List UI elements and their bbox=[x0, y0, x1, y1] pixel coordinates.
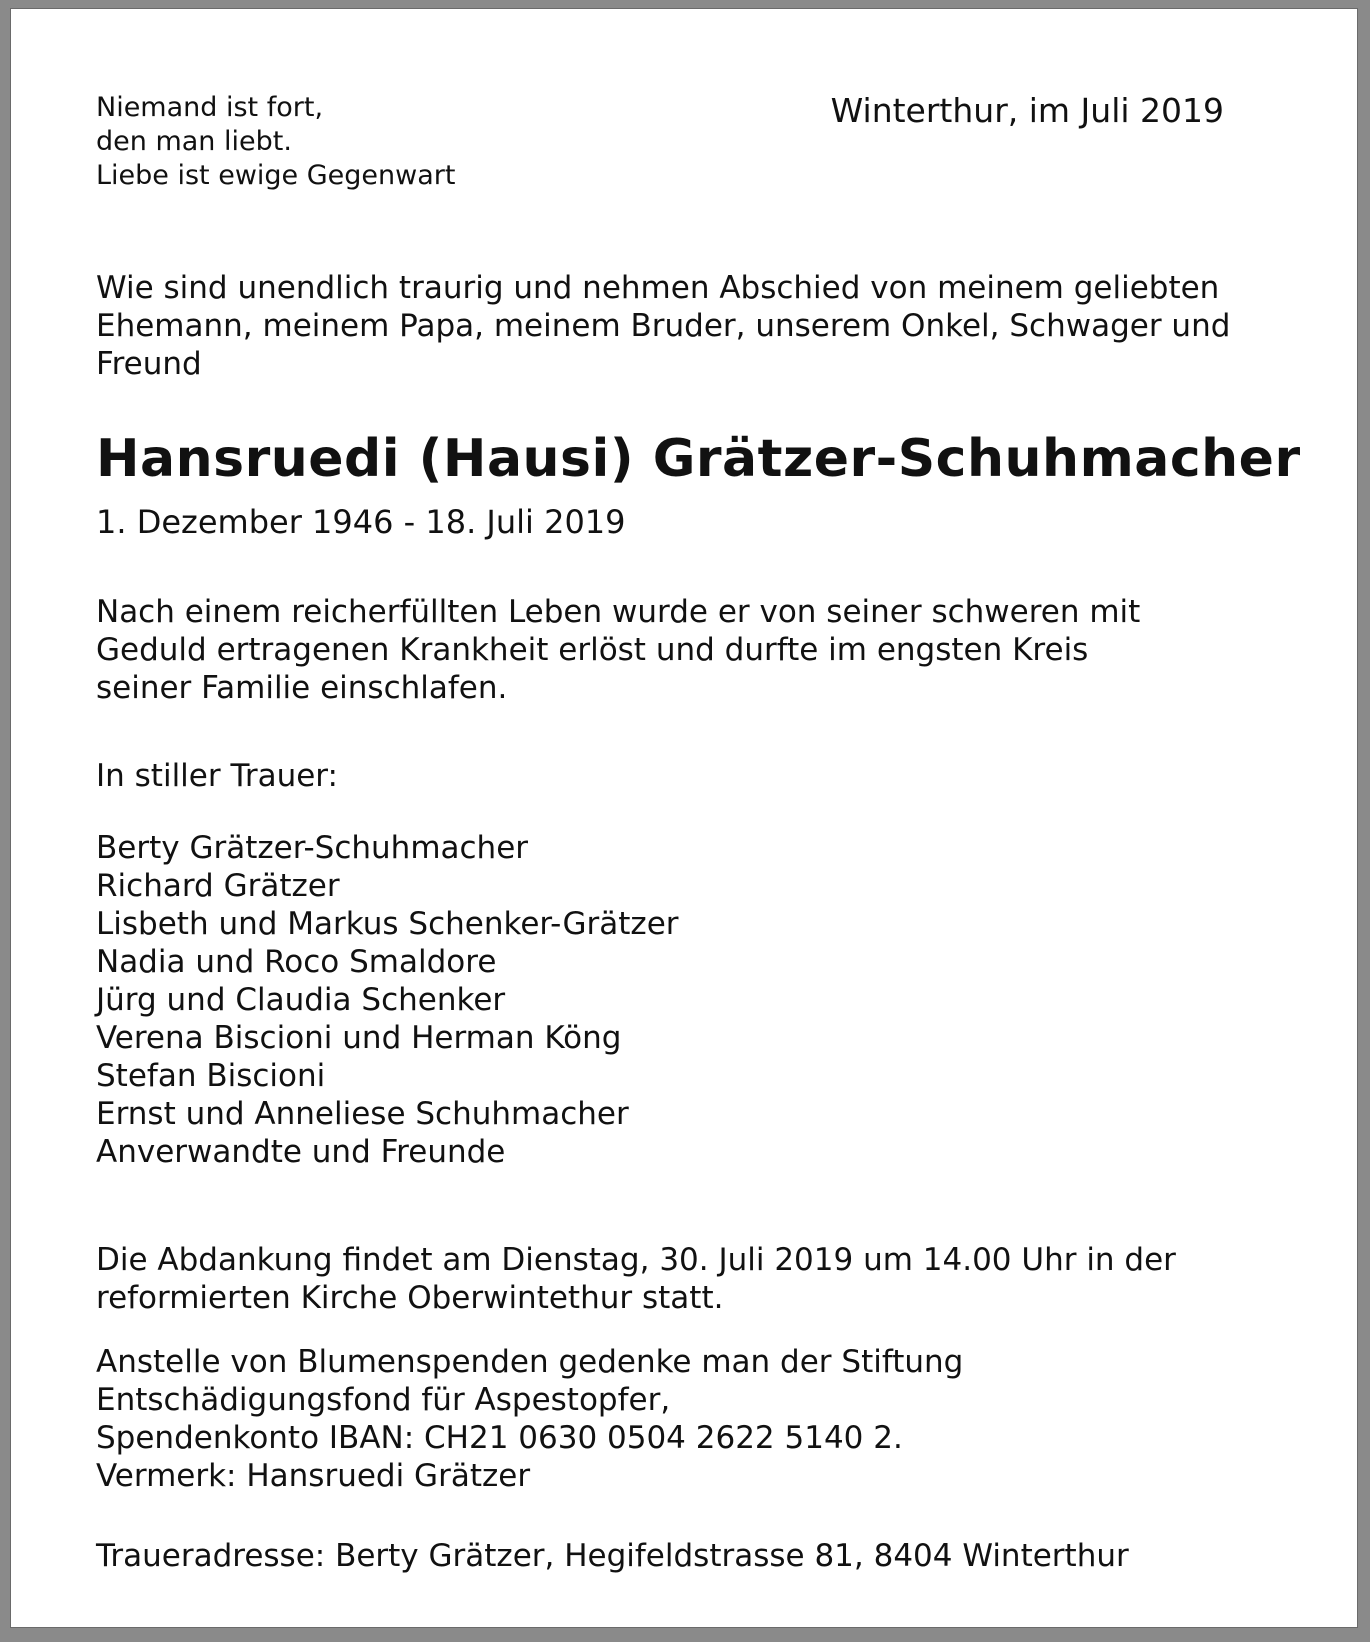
intro-line: Wie sind unendlich traurig und nehmen Abschied von meinem geliebten bbox=[96, 270, 1220, 306]
mourner-name: Ernst und Anneliese Schuhmacher bbox=[96, 1096, 629, 1132]
mourner-name: Anverwandte und Freunde bbox=[96, 1134, 506, 1170]
mourner-name: Berty Grätzer-Schuhmacher bbox=[96, 830, 529, 866]
mourner-name: Verena Biscioni und Herman Köng bbox=[96, 1020, 622, 1056]
life-dates: 1. Dezember 1946 - 18. Juli 2019 bbox=[96, 503, 626, 541]
mourner-name: Stefan Biscioni bbox=[96, 1058, 326, 1094]
obituary-page bbox=[10, 8, 1358, 1628]
life-text-line: Nach einem reicherfüllten Leben wurde er von seiner schweren mit bbox=[96, 594, 1141, 630]
mourning-address: Traueradresse: Berty Grätzer, Hegifeldstrasse 81, 8404 Winterthur bbox=[96, 1538, 1129, 1574]
mourning-label: In stiller Trauer: bbox=[96, 758, 338, 794]
life-text-line: Geduld ertragenen Krankheit erlöst und durfte im engsten Kreis bbox=[96, 632, 1089, 668]
intro-line: Ehemann, meinem Papa, meinem Bruder, unserem Onkel, Schwager und bbox=[96, 308, 1231, 344]
mourners-list bbox=[96, 829, 1276, 1171]
motto-line: Niemand ist fort, bbox=[96, 92, 324, 123]
intro-text bbox=[96, 269, 1276, 383]
mourner-name: Lisbeth und Markus Schenker-Grätzer bbox=[96, 906, 679, 942]
mourner-name: Jürg und Claudia Schenker bbox=[96, 982, 506, 1018]
service-info bbox=[96, 1241, 1276, 1317]
donation-line: Spendenkonto IBAN: CH21 0630 0504 2622 5140 2. bbox=[96, 1420, 903, 1456]
place-date: Winterthur, im Juli 2019 bbox=[830, 91, 1224, 130]
donation-line: Vermerk: Hansruedi Grätzer bbox=[96, 1458, 531, 1494]
mourner-name: Nadia und Roco Smaldore bbox=[96, 944, 497, 980]
donation-line: Entschädigungsfond für Aspestopfer, bbox=[96, 1382, 671, 1418]
motto-line: Liebe ist ewige Gegenwart bbox=[96, 160, 456, 191]
motto-line: den man liebt. bbox=[96, 126, 292, 157]
life-text-line: seiner Familie einschlafen. bbox=[96, 670, 508, 706]
donation-info bbox=[96, 1343, 1276, 1495]
mourner-name: Richard Grätzer bbox=[96, 868, 340, 904]
service-line: reformierten Kirche Oberwintethur statt. bbox=[96, 1280, 724, 1316]
intro-line: Freund bbox=[96, 346, 202, 382]
motto-quote bbox=[96, 91, 455, 193]
life-text bbox=[96, 593, 1276, 707]
donation-line: Anstelle von Blumenspenden gedenke man der Stiftung bbox=[96, 1344, 964, 1380]
deceased-name: Hansruedi (Hausi) Grätzer-Schuhmacher bbox=[96, 429, 1301, 489]
service-line: Die Abdankung findet am Dienstag, 30. Juli 2019 um 14.00 Uhr in der bbox=[96, 1242, 1176, 1278]
